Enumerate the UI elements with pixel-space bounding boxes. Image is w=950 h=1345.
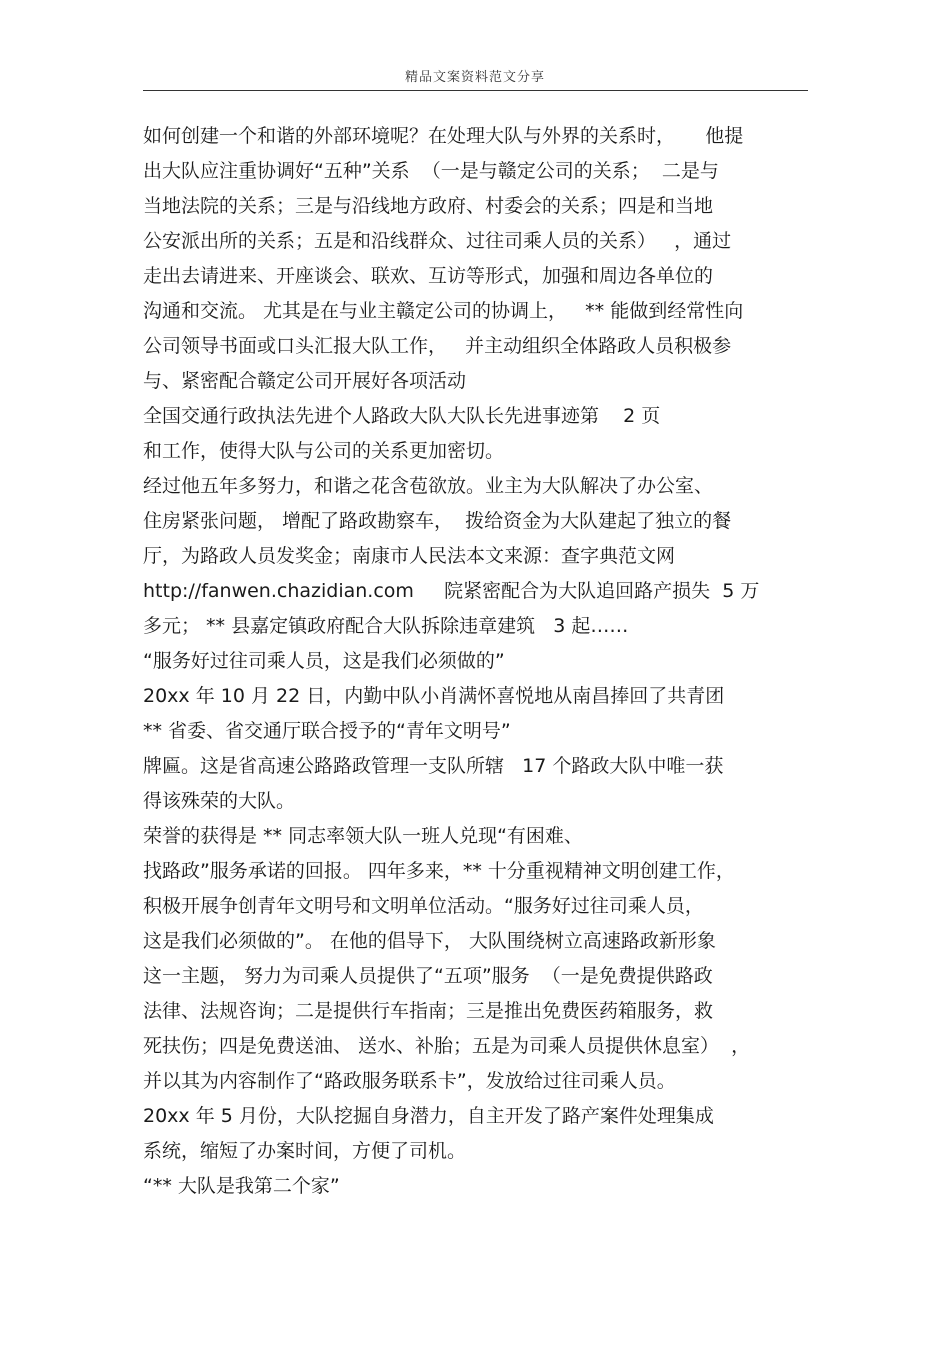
text-line: 经过他五年多努力，和谐之花含苞欲放。业主为大队解决了办公室、 [143,475,714,497]
text-line: 出大队应注重协调好“五种”关系 （一是与赣定公司的关系； 二是与 [143,160,719,182]
text-line: 多元； ** 县嘉定镇政府配合大队拆除违章建筑 3 起…… [143,615,629,637]
text-line: 这是我们必须做的”。 在他的倡导下， 大队围绕树立高速路政新形象 [143,930,716,952]
text-line: 20xx 年 5 月份，大队挖掘自身潜力，自主开发了路产案件处理集成 [143,1105,714,1127]
text-line: 死扶伤；四是免费送油、 送水、补胎；五是为司乘人员提供休息室） ， [143,1035,751,1057]
text-line: “** 大队是我第二个家” [143,1175,340,1197]
text-line: 公司领导书面或口头汇报大队工作， 并主动组织全体路政人员积极参 [143,335,732,357]
text-line: 厅，为路政人员发奖金；南康市人民法本文来源：查字典范文网 [143,545,676,567]
text-line: 找路政”服务承诺的回报。 四年多来，** 十分重视精神文明创建工作， [143,860,735,882]
text-line: 荣誉的获得是 ** 同志率领大队一班人兑现“有困难、 [143,825,583,847]
text-line: 走出去请进来、开座谈会、联欢、互访等形式，加强和周边各单位的 [143,265,714,287]
header-divider [143,90,808,91]
text-line: ** 省委、省交通厅联合授予的“青年文明号” [143,720,511,742]
text-line: 20xx 年 10 月 22 日，内勤中队小肖满怀喜悦地从南昌捧回了共青团 [143,685,725,707]
text-line: 并以其为内容制作了“路政服务联系卡”，发放给过往司乘人员。 [143,1070,676,1092]
body-text [143,119,808,1204]
page-header-title: 精品文案资料范文分享 [404,70,545,85]
text-line: 全国交通行政执法先进个人路政大队大队长先进事迹第 2 页 [143,405,661,427]
text-line: 得该殊荣的大队。 [143,790,296,812]
text-line: 沟通和交流。 尤其是在与业主赣定公司的协调上， ** 能做到经常性向 [143,300,744,322]
text-line: “服务好过往司乘人员，这是我们必须做的” [143,650,505,672]
text-line: 这一主题， 努力为司乘人员提供了“五项”服务 （一是免费提供路政 [143,965,713,987]
text-line: 如何创建一个和谐的外部环境呢？在处理大队与外界的关系时， 他提 [143,125,744,147]
text-line: 住房紧张问题， 增配了路政勘察车， 拨给资金为大队建起了独立的餐 [143,510,732,532]
text-line: 积极开展争创青年文明号和文明单位活动。“服务好过往司乘人员， [143,895,704,917]
text-line: 和工作，使得大队与公司的关系更加密切。 [143,440,505,462]
text-line: 牌匾。这是省高速公路路政管理一支队所辖 17 个路政大队中唯一获 [143,755,724,777]
text-line: 公安派出所的关系；五是和沿线群众、过往司乘人员的关系） ，通过 [143,230,732,252]
text-line: http://fanwen.chazidian.com 院紧密配合为大队追回路产损失 5 万 [143,580,760,602]
text-line: 系统，缩短了办案时间，方便了司机。 [143,1140,467,1162]
text-line: 法律、法规咨询；二是提供行车指南；三是推出免费医药箱服务，救 [143,1000,714,1022]
text-line: 当地法院的关系；三是与沿线地方政府、村委会的关系；四是和当地 [143,195,714,217]
text-line: 与、紧密配合赣定公司开展好各项活动 [143,370,467,392]
